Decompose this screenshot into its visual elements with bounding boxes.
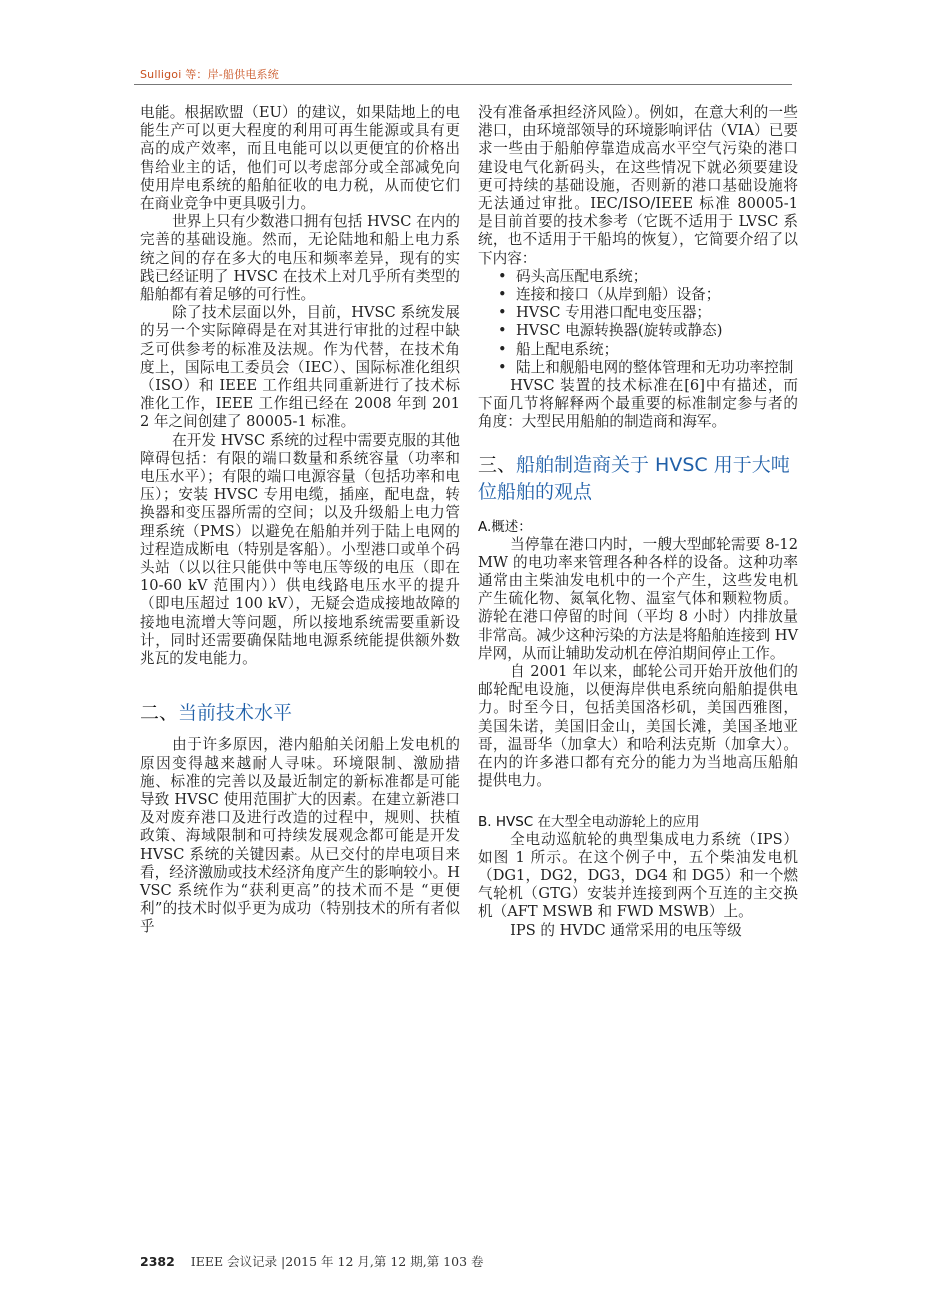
journal-citation: IEEE 会议记录 |2015 年 12 月,第 12 期,第 103 卷 [190, 1254, 484, 1269]
section-2-title: 当前技术水平 [178, 702, 293, 725]
list-item [498, 268, 798, 286]
standard-contents-list [478, 268, 798, 377]
left-column [140, 104, 460, 937]
page-number: 2382 [140, 1254, 175, 1269]
page-footer [140, 1252, 484, 1270]
bullet-icon: • [498, 304, 507, 322]
bullet-icon: • [498, 286, 507, 304]
left-paragraph-3: 除了技术层面以外，目前，HVSC 系统发展的另一个实际障碍是在对其进行审批的过程中缺乏可供参考的标准及法规。作为代替，在技术角度上，国际电工委员会（IEC）、国际标准化组织（ISO）和 IEEE 工作组共同重新进行了技术标准化工作，IEEE 工作组已经在 2008 年到 2012 年之间创建了 80005-1 标准。 [140, 304, 460, 431]
list-item [498, 341, 798, 359]
right-paragraph-2: HVSC 装置的技术标准在[6]中有描述，而下面几节将解释两个最重要的标准制定参与者的角度：大型民用船舶的制造商和海军。 [478, 377, 798, 431]
left-paragraph-4: 在开发 HVSC 系统的过程中需要克服的其他障碍包括：有限的端口数量和系统容量（功率和电压水平）；有限的端口电源容量（包括功率和电压）；安装 HVSC 专用电缆，插座，配电盘，转换器和变压器所需的空间；以及升级船上电力管理系统（PMS）以避免在船舶并列于陆上电网的过程造成断电（特别是客船）。小型港口或单个码头站（以以往只能供中等电压等级的电压（即在 10-60 kV 范围内））供电线路电压水平的提升（即电压超过 100 kV），无疑会造成接地故障的接地电流增大等问题，所以接地系统需要重新设计，同时还需要确保陆地电源系统能提供额外数兆瓦的发电能力。 [140, 431, 460, 668]
bullet-icon: • [498, 358, 507, 376]
running-header: Sulligoi 等：岸-船供电系统 [140, 68, 279, 81]
right-column [478, 104, 798, 940]
list-item-text: HVSC 电源转换器(旋转或静态) [516, 322, 723, 340]
right-paragraph-6: IPS 的 HVDC 通常采用的电压等级 [510, 921, 742, 939]
list-item [498, 359, 798, 377]
left-paragraph-2: 世界上只有少数港口拥有包括 HVSC 在内的完善的基础设施。然而，无论陆地和船上电力系统之间的存在多大的电压和频率差异，现有的实践已经证明了 HVSC 在技术上对几乎所有类型的船舶都有着足够的可行性。 [140, 213, 460, 304]
list-item-text: 船上配电系统； [516, 340, 619, 358]
left-paragraph-1: 电能。根据欧盟（EU）的建议，如果陆地上的电能生产可以更大程度的利用可再生能源或具有更高的成产效率，而且电能可以以更便宜的价格出售给业主的话，他们可以考虑部分或全部减免向使用岸电系统的船舶征收的电力税，从而使它们在商业竞争中更具吸引力。 [140, 104, 460, 213]
bullet-icon: • [498, 340, 507, 358]
section-3-number: 三、 [478, 453, 517, 476]
right-paragraph-5: 全电动巡航轮的典型集成电力系统（IPS）如图 1 所示。在这个例子中，五个柴油发电机（DG1，DG2，DG3，DG4 和 DG5）和一个燃气轮机（GTG）安装并连接到两个互连的主交换机（AFT MSWB 和 FWD MSWB）上。 [478, 830, 798, 921]
header-rule [134, 84, 792, 85]
section-2-heading [140, 700, 460, 727]
list-item [498, 286, 798, 304]
list-item [498, 304, 798, 322]
section-3-heading [478, 452, 798, 506]
right-paragraph-1: 没有准备承担经济风险）。例如，在意大利的一些港口，由环境部领导的环境影响评估（VIA）已要求一些由于船舶停靠造成高水平空气污染的港口建设电气化新码头，在这些情况下就必须要建设更可持续的基础设施，否则新的港口基础设施将无法通过审批。IEC/ISO/IEEE 标准 80005-1 是目前首要的技术参考（它既不适用于 LVSC 系统，也不适用于干船坞的恢复），它简要介绍了以下内容： [478, 104, 798, 267]
section-2-number: 二、 [140, 702, 179, 725]
list-item-text: 码头高压配电系统； [516, 267, 648, 285]
list-item [498, 322, 798, 340]
left-paragraph-5: 由于许多原因，港内船舶关闭船上发电机的原因变得越来越耐人寻味。环境限制、激励措施、标准的完善以及最近制定的新标准都是可能导致 HVSC 使用范围扩大的因素。在建立新港口及对废弃港口及进行改造的过程中，规则、扶植政策、海域限制和可持续发展观念都可能是开发 HVSC 系统的关键因素。从已交付的岸电项目来看，经济激励或技术经济角度产生的影响较小。HVSC 系统作为“获利更高”的技术而不是 “更便利”的技术时似乎更为成功（特别技术的所有者似乎 [140, 736, 460, 936]
right-paragraph-3: 当停靠在港口内时，一艘大型邮轮需要 8-12MW 的电功率来管理各种各样的设备。这种功率通常由主柴油发电机中的一个产生，这些发电机产生硫化物、氮氧化物、温室气体和颗粒物质。游轮在港口停留的时间（平均 8 小时）内排放量非常高。减少这种污染的方法是将船舶连接到 HV 岸网，从而让辅助发动机在停泊期间停止工作。 [478, 535, 798, 662]
subsection-b-heading: B. HVSC 在大型全电动游轮上的应用 [478, 813, 700, 830]
bullet-icon: • [498, 267, 507, 285]
list-item-text: 陆上和舰船电网的整体管理和无功功率控制 [516, 358, 794, 376]
subsection-a-heading: A.概述： [478, 518, 532, 535]
right-paragraph-4: 自 2001 年以来，邮轮公司开始开放他们的邮轮配电设施，以便海岸供电系统向船舶提供电力。时至今日，包括美国洛杉矶，美国西雅图，美国朱诺，美国旧金山，美国长滩，美国圣地亚哥，温哥华（加拿大）和哈利法克斯（加拿大）。在内的许多港口都有充分的能力为当地高压船舶提供电力。 [478, 663, 798, 790]
bullet-icon: • [498, 322, 507, 340]
list-item-text: 连接和接口（从岸到船）设备； [516, 286, 721, 304]
list-item-text: HVSC 专用港口配电变压器； [516, 304, 712, 322]
section-3-title: 船舶制造商关于 HVSC 用于大吨位船舶的观点 [478, 453, 790, 503]
